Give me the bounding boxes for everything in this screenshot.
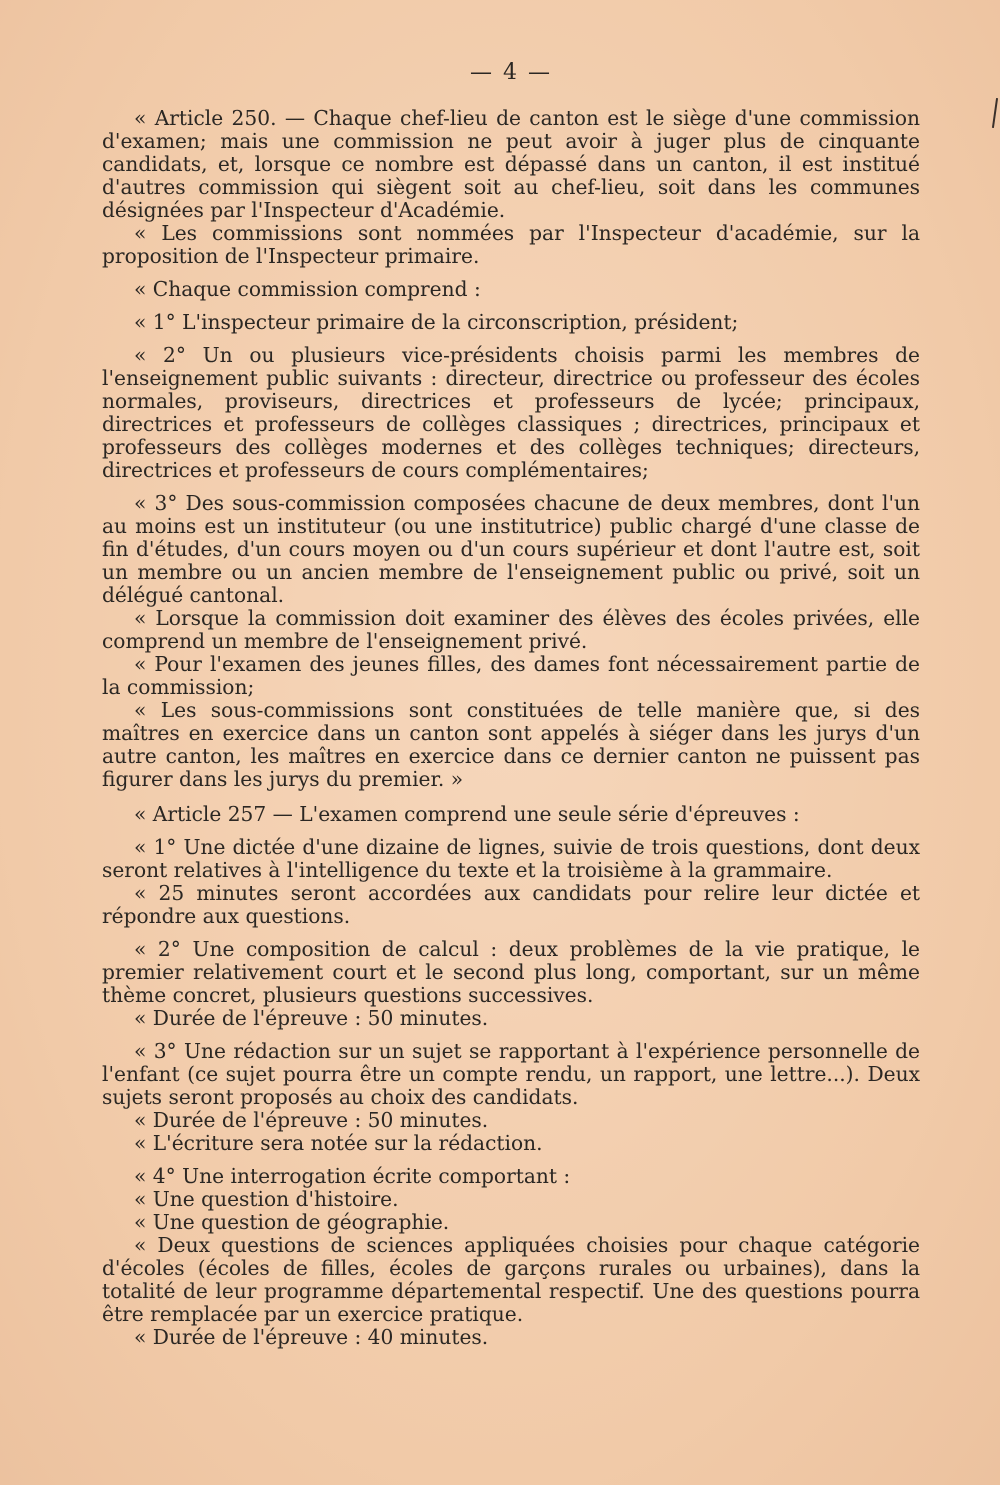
paragraph-article-257: « Article 257 — L'examen comprend une seule série d'épreuves :	[134, 802, 800, 826]
paragraph-sous-commissions-constituees: « Les sous-commissions sont constituées de telle manière que, si des maîtres en exercice dans un canton sont appelés à siéger dans les jurys d'un autre canton, les maîtres en exercice dans ce dernier canton ne puissent pas figurer dans les jurys du premier. »	[102, 698, 920, 791]
paragraph-item-3-sous-commission: « 3° Des sous-commission composées chacune de deux membres, dont l'un au moins est un instituteur (ou une institutrice) public chargé d'une classe de fin d'études, d'un cours moyen ou d'un cours supérieur et dont l'autre est, soit un membre ou un ancien membre de l'enseignement public ou privé, soit un délégué cantonal.	[102, 491, 920, 607]
paragraph-question-geographie: « Une question de géographie.	[134, 1210, 450, 1234]
paragraph-chaque-commission: « Chaque commission comprend :	[134, 277, 481, 301]
document-page	[102, 60, 920, 1349]
paragraph-duree-interrogation: « Durée de l'épreuve : 40 minutes.	[134, 1325, 489, 1349]
paragraph-item-3-redaction: « 3° Une rédaction sur un sujet se rapportant à l'expérience personnelle de l'enfant (ce sujet pourra être un compte rendu, un rapport, une lettre...). Deux sujets seront proposés au choix des candidats.	[102, 1039, 920, 1109]
paragraph-item-2-calcul: « 2° Une composition de calcul : deux problèmes de la vie pratique, le premier relativement court et le second plus long, comportant, sur un même thème concret, plusieurs questions successives.	[102, 937, 920, 1007]
paragraph-commissions-nommees: « Les commissions sont nommées par l'Inspecteur d'académie, sur la proposition de l'Inspecteur primaire.	[102, 221, 920, 268]
paragraph-25-minutes: « 25 minutes seront accordées aux candidats pour relire leur dictée et répondre aux questions.	[102, 881, 920, 928]
paragraph-ecoles-privees: « Lorsque la commission doit examiner des élèves des écoles privées, elle comprend un membre de l'enseignement privé.	[102, 606, 920, 653]
paragraph-item-1-dictee: « 1° Une dictée d'une dizaine de lignes, suivie de trois questions, dont deux seront relatives à l'intelligence du texte et la troisième à la grammaire.	[102, 835, 920, 882]
paragraph-duree-redaction: « Durée de l'épreuve : 50 minutes.	[134, 1108, 489, 1132]
paragraph-item-2-vice-presidents: « 2° Un ou plusieurs vice-présidents choisis parmi les membres de l'enseignement public suivants : directeur, directrice ou professeur des écoles normales, proviseurs, directrices et professeurs de lycée; principaux, directrices et professeurs de collèges classiques ; directrices, principaux et professeurs des collèges modernes et des collèges techniques; directeurs, directrices et professeurs de cours complémentaires;	[102, 343, 920, 482]
paragraph-ecriture: « L'écriture sera notée sur la rédaction.	[134, 1131, 543, 1155]
paragraph-article-250: « Article 250. — Chaque chef-lieu de canton est le siège d'une commission d'examen; mais une commission ne peut avoir à juger plus de cinquante candidats, et, lorsque ce nombre est dépassé dans un canton, il est institué d'autres commission qui siègent soit au chef-lieu, soit dans les communes désignées par l'Inspecteur d'Académie.	[102, 106, 920, 222]
paragraph-item-4-interrogation: « 4° Une interrogation écrite comportant :	[134, 1164, 571, 1188]
paragraph-question-histoire: « Une question d'histoire.	[134, 1187, 399, 1211]
page-number: — 4 —	[470, 60, 552, 85]
paragraph-item-1-inspecteur: « 1° L'inspecteur primaire de la circonscription, président;	[134, 310, 739, 334]
paragraph-jeunes-filles: « Pour l'examen des jeunes filles, des dames font nécessairement partie de la commission;	[102, 652, 920, 699]
paragraph-questions-sciences: « Deux questions de sciences appliquées choisies pour chaque catégorie d'écoles (écoles de filles, écoles de garçons rurales ou urbaines), dans la totalité de leur programme départemental respectif. Une des questions pourra être remplacée par un exercice pratique.	[102, 1233, 920, 1326]
page-edge-mark	[992, 98, 998, 128]
paragraph-duree-calcul: « Durée de l'épreuve : 50 minutes.	[134, 1006, 489, 1030]
